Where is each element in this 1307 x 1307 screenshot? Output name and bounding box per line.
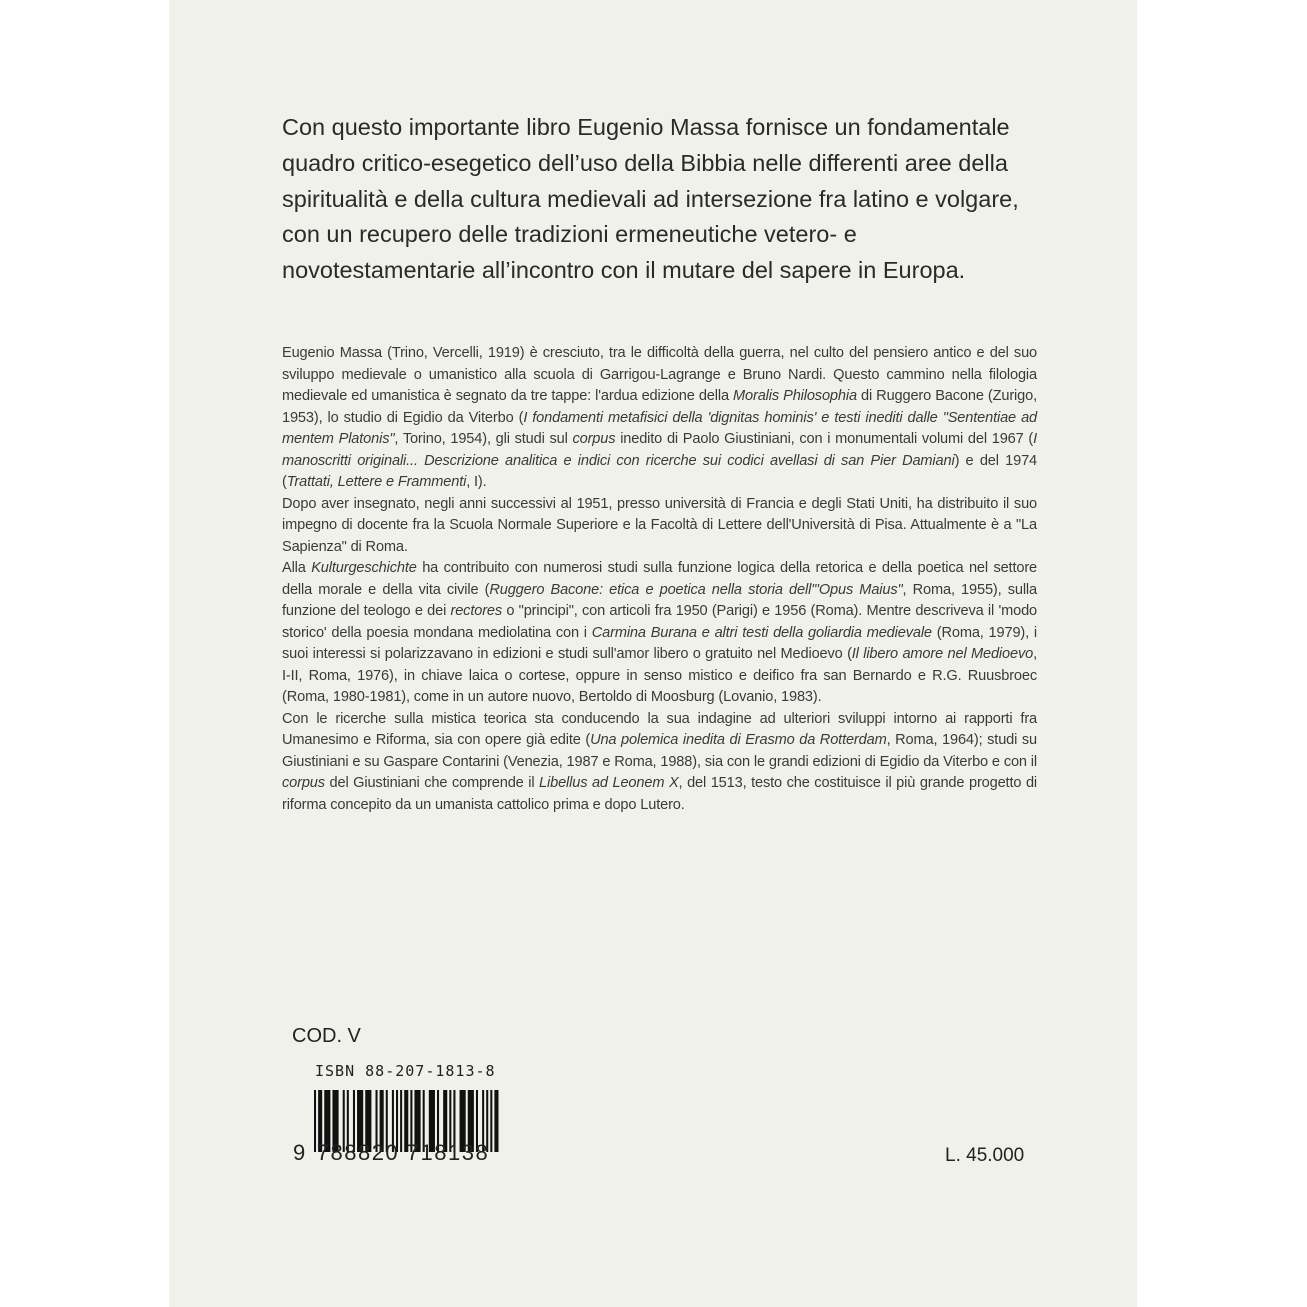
text-run: ) e del 1974 ( [282, 452, 1037, 490]
product-code: COD. V [292, 1025, 361, 1047]
italic-title: Moralis Philosophia [733, 388, 857, 404]
text-run: , Torino, 1954), gli studi sul [394, 431, 573, 447]
italic-title: rectores [450, 603, 503, 619]
italic-title: Una polemica inedita di Erasmo da Rotterdam [590, 732, 887, 748]
italic-title: Il libero amore nel Medioevo [851, 646, 1034, 662]
text-run: Alla [282, 560, 312, 576]
biography-paragraph [282, 558, 1037, 709]
text-run: , del 1513, testo che costituisce il più grande progetto di riforma concepito da un umanista cattolico prima e dopo Lutero. [282, 775, 1038, 813]
text-run: del Giustiniani che comprende il [324, 775, 540, 791]
italic-title: Kulturgeschichte [311, 560, 417, 576]
ean-first-digit: 9 [293, 1140, 307, 1165]
isbn-label: ISBN 88-207-1813-8 [315, 1062, 496, 1080]
italic-title: Trattati, Lettere e Frammenti [286, 474, 467, 490]
author-biography [282, 343, 1037, 816]
blurb-text: Con questo importante libro Eugenio Massa fornisce un fondamentale quadro critico-esegetico dell’uso della Bibbia nelle differenti aree della spiritualità e della cultura medievali ad intersezione fra latino e volgare, con un recupero delle tradizioni ermeneutiche vetero- e novotestamentarie all’incontro con il mutare del sapere in Europa. [282, 114, 1019, 284]
barcode-bar [490, 1090, 492, 1152]
barcode-bar [494, 1090, 498, 1152]
text-run: di Ruggero Bacone (Zurigo, 1953), lo studio di Egidio da Viterbo ( [282, 388, 1037, 426]
book-back-cover [169, 0, 1137, 1307]
italic-title: I manoscritti originali... Descrizione analitica e indici con ricerche sui codici avellasi di san Pier Damiani [282, 431, 1038, 469]
text-run: , Roma, 1964); studi su Giustiniani e su Gaspare Contarini (Venezia, 1987 e Roma, 1988), sia con le grandi edizioni di Egidio da Viterbo e con il [282, 732, 1037, 770]
italic-title: corpus [572, 431, 616, 447]
italic-title: Ruggero Bacone: etica e poetica nella storia dell'"Opus Maius" [489, 581, 903, 598]
italic-title: I fondamenti metafisici della 'dignitas hominis' e testi inediti dalle "Sententiae ad mentem Platonis" [282, 409, 1037, 447]
ean-digits [293, 1140, 489, 1166]
text-run: , Roma, 1955), sulla funzione del teologo e dei [282, 581, 1037, 619]
text-run: (Roma, 1979), i suoi interessi si polarizzavano in edizioni e studi sull'amor libero o gratuito nel Medioevo ( [282, 624, 1037, 662]
biography-paragraph [282, 494, 1037, 559]
biography-paragraph [282, 343, 1037, 494]
text-run: Eugenio Massa (Trino, Vercelli, 1919) è cresciuto, tra le difficoltà della guerra, nel culto del pensiero antico e del suo sviluppo medievale o umanistico alla scuola di Garrigou-Lagrange e Bruno Nardi. Questo cammino nella filologia medievale ed umanistica è segnato da tre tappe: l'ardua edizione della [282, 345, 1037, 404]
text-run: ha contribuito con numerosi studi sulla funzione logica della retorica e della poetica nel settore della morale e della vita civile ( [282, 560, 1038, 598]
text-run: Con le ricerche sulla mistica teorica sta conducendo la sua indagine ad ulteriori sviluppi intorno ai rapporti fra Umanesimo e Riforma, sia con opere già edite ( [282, 710, 1037, 748]
italic-title: Libellus ad Leonem X [539, 775, 679, 791]
text-run: inedito di Paolo Giustiniani, con i monumentali volumi del 1967 ( [615, 431, 1034, 447]
price: L. 45.000 [945, 1145, 1025, 1166]
ean-remaining-digits: 788820 718138 [316, 1140, 490, 1165]
italic-title: Carmina Burana e altri testi della goliardia medievale [591, 624, 932, 641]
text-run: , I). [466, 474, 487, 490]
biography-paragraph [282, 709, 1037, 817]
italic-title: corpus [282, 775, 325, 791]
text-run: Dopo aver insegnato, negli anni successivi al 1951, presso università di Francia e degli Stati Uniti, ha distribuito il suo impegno di docente fra la Scuola Normale Superiore e la Facoltà di Lettere dell'Università di Pisa. Attualmente è a "La Sapienza" di Roma. [282, 495, 1037, 555]
text-run: , I-II, Roma, 1976), in chiave laica o cortese, oppure in senso mistico e deifico fra san Bernardo e R.G. Ruusbroec (Roma, 1980-1981), come in un autore nuovo, Bertoldo di Moosburg (Lovanio, 1983). [282, 646, 1037, 705]
text-run: o "principi", con articoli fra 1950 (Parigi) e 1956 (Roma). Mentre descriveva il 'modo storico' della poesia mondana mediolatina con i [282, 603, 1037, 641]
